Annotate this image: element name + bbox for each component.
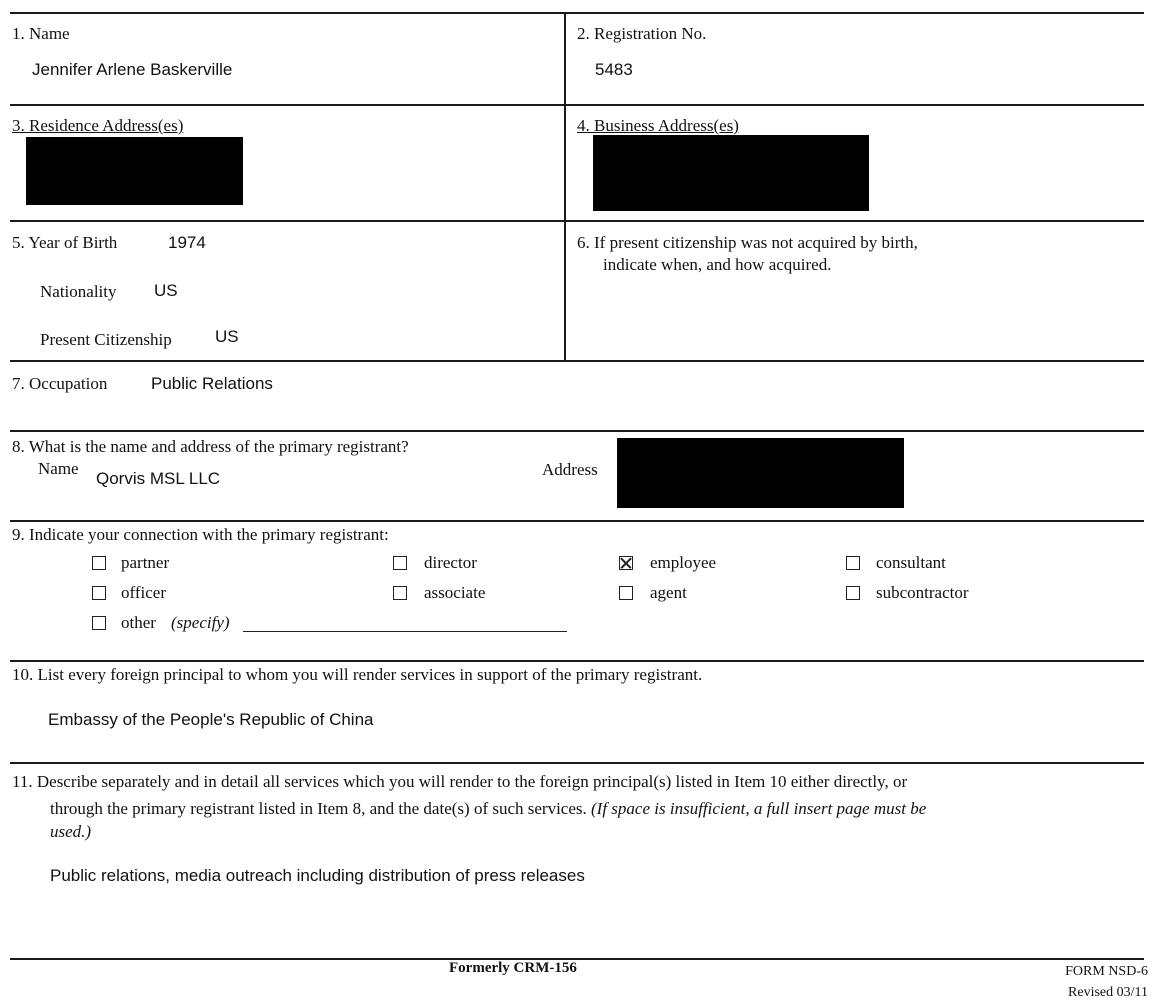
item1-name-value: Jennifer Arlene Baskerville: [32, 60, 233, 79]
checkbox-partner[interactable]: [92, 556, 106, 570]
item11-line2: [50, 799, 926, 819]
rule-3: [10, 360, 1144, 362]
option-consultant-label: consultant: [876, 553, 946, 572]
checkbox-subcontractor[interactable]: [846, 586, 860, 600]
rule-4: [10, 430, 1144, 432]
checkbox-agent[interactable]: [619, 586, 633, 600]
option-director-label: director: [424, 553, 477, 572]
item11-line1: 11. Describe separately and in detail all services which you will render to the foreign principal(s) listed in Item 10 either directly, or: [12, 772, 908, 791]
option-other-label: other: [121, 613, 156, 632]
item8-address-label: Address: [542, 460, 598, 479]
other-specify-line[interactable]: [243, 631, 567, 632]
checkbox-employee[interactable]: [619, 556, 633, 570]
item5-nationality-label: Nationality: [40, 282, 117, 301]
business-address-redaction: [593, 135, 869, 211]
item11-services-value: Public relations, media outreach including distribution of press releases: [50, 866, 585, 885]
item7-label: 7. Occupation: [12, 374, 108, 393]
footer-form-number: FORM NSD-6: [1065, 964, 1148, 979]
option-officer-label: officer: [121, 583, 166, 602]
item8-question: 8. What is the name and address of the primary registrant?: [12, 437, 409, 456]
option-specify-label: (specify): [171, 613, 230, 632]
item1-label: 1. Name: [12, 24, 70, 43]
item9-question: 9. Indicate your connection with the primary registrant:: [12, 525, 389, 544]
rule-6: [10, 660, 1144, 662]
item3-label: 3. Residence Address(es): [12, 116, 184, 135]
checkbox-associate[interactable]: [393, 586, 407, 600]
item5-citizenship-value: US: [215, 327, 239, 346]
item5-nationality-value: US: [154, 281, 178, 300]
item10-question: 10. List every foreign principal to whom you will render services in support of the primary registrant.: [12, 665, 703, 684]
item2-registration-value: 5483: [595, 60, 633, 79]
footer-revised: Revised 03/11: [1068, 985, 1148, 1000]
checkbox-consultant[interactable]: [846, 556, 860, 570]
item5-citizenship-label: Present Citizenship: [40, 330, 172, 349]
rule-vertical: [564, 12, 566, 360]
rule-1: [10, 104, 1144, 106]
item10-foreign-principal-value: Embassy of the People's Republic of China: [48, 710, 374, 729]
item8-name-value: Qorvis MSL LLC: [96, 469, 221, 488]
option-partner-label: partner: [121, 553, 170, 572]
item5-year-label: 5. Year of Birth: [12, 233, 118, 252]
checkbox-other[interactable]: [92, 616, 106, 630]
residence-address-redaction: [26, 137, 243, 205]
option-agent-label: agent: [650, 583, 687, 602]
checkbox-director[interactable]: [393, 556, 407, 570]
registrant-address-redaction: [617, 438, 904, 508]
rule-2: [10, 220, 1144, 222]
item6-line1: 6. If present citizenship was not acquired by birth,: [577, 233, 918, 252]
item11-line2-plain: through the primary registrant listed in Item 8, and the date(s) of such services.: [50, 799, 587, 818]
option-associate-label: associate: [424, 583, 486, 602]
item11-line3: used.): [50, 822, 92, 841]
rule-top: [10, 12, 1144, 14]
item11-line2-italic: (If space is insufficient, a full insert page must be: [591, 799, 927, 818]
footer-formerly: Formerly CRM-156: [449, 960, 577, 976]
item5-year-value: 1974: [168, 233, 206, 252]
checkbox-officer[interactable]: [92, 586, 106, 600]
option-subcontractor-label: subcontractor: [876, 583, 969, 602]
item6-line2: indicate when, and how acquired.: [603, 255, 832, 274]
option-employee-label: employee: [650, 553, 717, 572]
rule-7: [10, 762, 1144, 764]
rule-8: [10, 958, 1144, 960]
item4-label: 4. Business Address(es): [577, 116, 739, 135]
rule-5: [10, 520, 1144, 522]
item8-name-label: Name: [38, 459, 79, 478]
item7-occupation-value: Public Relations: [151, 374, 273, 393]
item2-label: 2. Registration No.: [577, 24, 707, 43]
